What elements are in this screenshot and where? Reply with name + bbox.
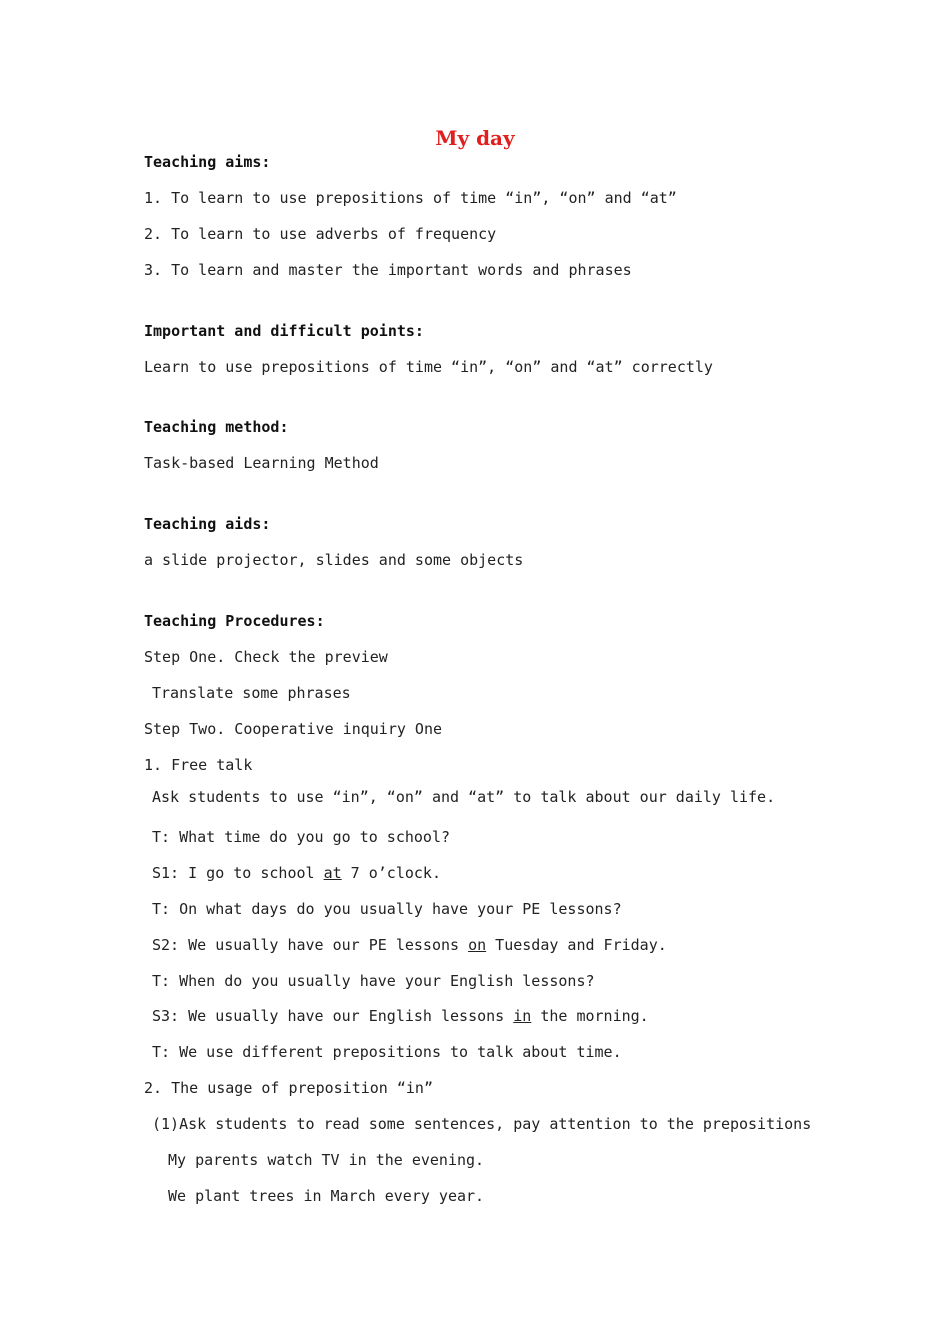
dialogue-line-7: T: We use different prepositions to talk about time. [152, 1043, 622, 1061]
dialogue-line-3: T: On what days do you usually have your PE lessons? [152, 900, 622, 918]
points-text: Learn to use prepositions of time “in”, “on” and “at” correctly [144, 358, 713, 376]
free-talk-heading: 1. Free talk [144, 756, 253, 774]
dialogue-line-1: T: What time do you go to school? [152, 828, 451, 846]
aim-item-2: 2. To learn to use adverbs of frequency [144, 225, 497, 243]
aids-text: a slide projector, slides and some objects [144, 551, 524, 569]
aids-heading: Teaching aids: [144, 515, 271, 533]
aim-item-3: 3. To learn and master the important words and phrases [144, 261, 632, 279]
aim-item-1: 1. To learn to use prepositions of time “in”, “on” and “at” [144, 189, 677, 207]
teaching-aims-heading: Teaching aims: [144, 153, 271, 171]
dialogue-text: S3: We usually have our English lessons [152, 1007, 514, 1025]
dialogue-text: Tuesday and Friday. [486, 936, 667, 954]
example-sentence-2: We plant trees in March every year. [168, 1187, 485, 1205]
dialogue-text: the morning. [531, 1007, 649, 1025]
free-talk-desc: Ask students to use “in”, “on” and “at” to talk about our daily life. [152, 788, 776, 806]
dialogue-line-5: T: When do you usually have your English lessons? [152, 972, 595, 990]
dialogue-text: S1: I go to school [152, 864, 324, 882]
underlined-preposition: in [513, 1007, 532, 1025]
example-sentence-1: My parents watch TV in the evening. [168, 1151, 485, 1169]
page-title: My day [435, 126, 515, 150]
dialogue-text: 7 o’clock. [341, 864, 441, 882]
procedures-heading: Teaching Procedures: [144, 612, 325, 630]
underlined-preposition: at [323, 864, 342, 882]
method-heading: Teaching method: [144, 418, 289, 436]
dialogue-line-2 [152, 863, 441, 883]
usage-sub: (1)Ask students to read some sentences, pay attention to the prepositions [152, 1115, 812, 1133]
underlined-preposition: on [468, 936, 487, 954]
step-one-sub: Translate some phrases [152, 684, 351, 702]
usage-heading: 2. The usage of preposition “in” [144, 1079, 433, 1097]
points-heading: Important and difficult points: [144, 322, 424, 340]
step-two: Step Two. Cooperative inquiry One [144, 720, 443, 738]
dialogue-line-4 [152, 935, 667, 955]
method-text: Task-based Learning Method [144, 454, 379, 472]
dialogue-text: S2: We usually have our PE lessons [152, 936, 469, 954]
dialogue-line-6 [152, 1006, 649, 1026]
step-one: Step One. Check the preview [144, 648, 388, 666]
